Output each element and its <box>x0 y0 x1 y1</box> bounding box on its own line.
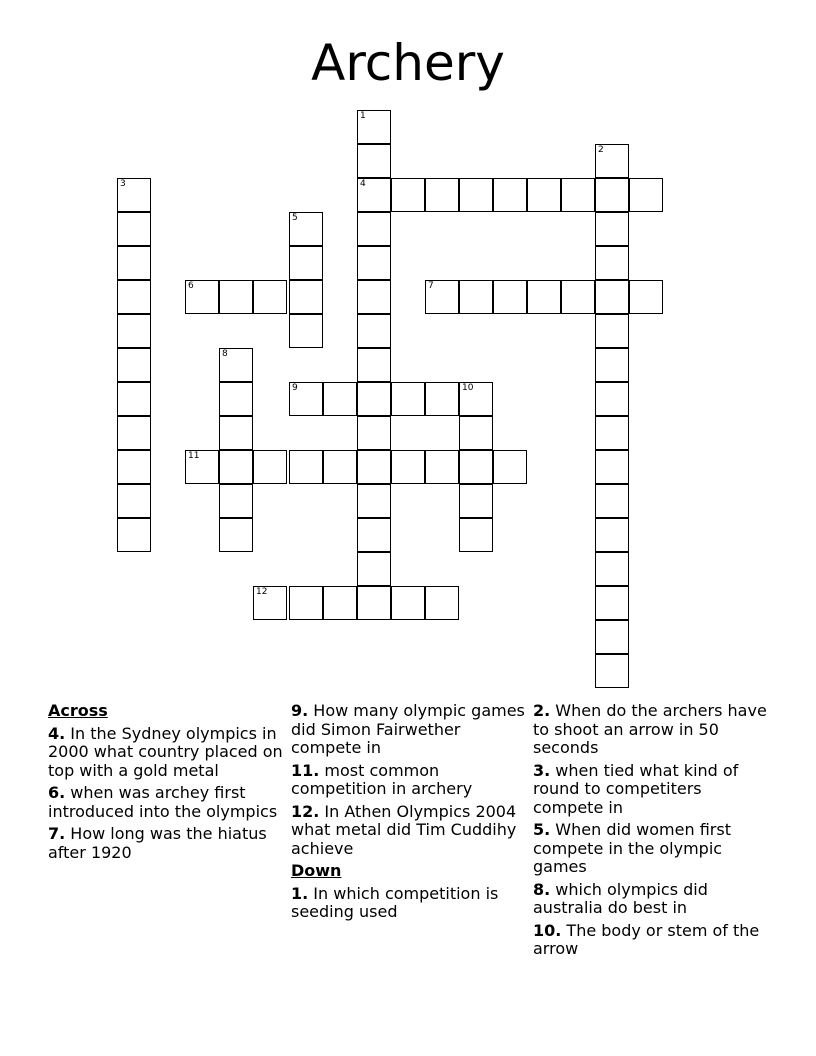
grid-cell[interactable] <box>595 144 629 178</box>
grid-cell[interactable] <box>595 586 629 620</box>
grid-cell[interactable] <box>527 178 561 212</box>
grid-cell[interactable] <box>117 212 151 246</box>
grid-cell[interactable] <box>459 518 493 552</box>
grid-cell[interactable] <box>391 178 425 212</box>
grid-cell[interactable] <box>117 178 151 212</box>
grid-cell[interactable] <box>289 586 323 620</box>
grid-cell[interactable] <box>425 450 459 484</box>
grid-cell[interactable] <box>289 314 323 348</box>
cell-number: 10 <box>462 383 474 393</box>
clue-number: 7. <box>48 824 66 843</box>
grid-cell[interactable] <box>561 178 595 212</box>
cell-number: 7 <box>428 281 434 291</box>
clue-text: In Athen Olympics 2004 what metal did Tim Cuddihy achieve <box>291 801 517 858</box>
clue-across-12 <box>291 803 527 859</box>
grid-cell[interactable] <box>357 212 391 246</box>
clue-across-6 <box>48 784 284 821</box>
across-heading: Across <box>48 701 108 720</box>
clue-down-2 <box>533 702 769 758</box>
clue-number: 8. <box>533 879 551 899</box>
grid-cell[interactable] <box>117 246 151 280</box>
grid-cell[interactable] <box>323 586 357 620</box>
grid-cell[interactable] <box>323 382 357 416</box>
grid-cell[interactable] <box>595 314 629 348</box>
grid-cell[interactable] <box>219 450 253 484</box>
clue-number: 6. <box>48 783 66 802</box>
grid-cell[interactable] <box>219 280 253 314</box>
grid-cell[interactable] <box>595 246 629 280</box>
clue-across-7 <box>48 825 284 862</box>
cell-number: 3 <box>120 179 126 189</box>
grid-cell[interactable] <box>357 552 391 586</box>
grid-cell[interactable] <box>253 280 287 314</box>
clue-number: 10. <box>533 920 562 940</box>
grid-cell[interactable] <box>357 484 391 518</box>
grid-cell[interactable] <box>117 484 151 518</box>
clue-number: 9. <box>291 701 309 720</box>
clue-down-1 <box>291 885 527 922</box>
grid-cell[interactable] <box>357 518 391 552</box>
grid-cell[interactable] <box>253 450 287 484</box>
clue-number: 11. <box>291 760 320 780</box>
clue-number: 5. <box>533 820 551 839</box>
grid-cell[interactable] <box>219 484 253 518</box>
grid-cell[interactable] <box>117 280 151 314</box>
grid-cell[interactable] <box>323 450 357 484</box>
grid-cell[interactable] <box>459 416 493 450</box>
grid-cell[interactable] <box>459 450 493 484</box>
grid-cell[interactable] <box>357 450 391 484</box>
clue-down-10 <box>533 922 769 959</box>
grid-cell[interactable] <box>459 484 493 518</box>
grid-cell[interactable] <box>357 280 391 314</box>
clue-number: 2. <box>533 701 551 720</box>
grid-cell[interactable] <box>425 280 459 314</box>
grid-cell[interactable] <box>289 280 323 314</box>
clue-text: How many olympic games did Simon Fairwether compete in <box>291 701 525 757</box>
grid-cell[interactable] <box>117 518 151 552</box>
clues-column-2 <box>291 702 527 926</box>
clue-down-8 <box>533 881 769 918</box>
clue-number: 1. <box>291 883 309 903</box>
cell-number: 1 <box>360 111 366 121</box>
page-title: Archery <box>311 34 505 92</box>
grid-cell[interactable] <box>595 416 629 450</box>
grid-cell[interactable] <box>219 518 253 552</box>
grid-cell[interactable] <box>459 178 493 212</box>
clue-number: 4. <box>48 723 66 743</box>
grid-cell[interactable] <box>391 586 425 620</box>
grid-cell[interactable] <box>289 212 323 246</box>
grid-cell[interactable] <box>595 348 629 382</box>
grid-cell[interactable] <box>493 450 527 484</box>
clue-text: In the Sydney olympics in 2000 what country placed on top with a gold metal <box>48 723 283 780</box>
clue-text: when was archey first introduced into the olympics <box>48 783 278 821</box>
grid-cell[interactable] <box>595 280 629 314</box>
grid-cell[interactable] <box>289 450 323 484</box>
clue-text: How long was the hiatus after 1920 <box>48 824 267 862</box>
clue-down-5 <box>533 821 769 877</box>
grid-cell[interactable] <box>117 450 151 484</box>
clue-text: In which competition is seeding used <box>291 883 499 921</box>
clue-text: most common competition in archery <box>291 760 473 798</box>
clue-number: 12. <box>291 801 320 821</box>
grid-cell[interactable] <box>595 450 629 484</box>
clue-down-3 <box>533 762 769 818</box>
grid-cell[interactable] <box>493 178 527 212</box>
cell-number: 11 <box>188 451 200 461</box>
grid-cell[interactable] <box>357 246 391 280</box>
grid-cell[interactable] <box>253 586 287 620</box>
cell-number: 12 <box>256 587 268 597</box>
cell-number: 9 <box>292 383 298 393</box>
clue-across-9 <box>291 702 527 758</box>
grid-cell[interactable] <box>459 382 493 416</box>
grid-cell[interactable] <box>595 518 629 552</box>
grid-cell[interactable] <box>357 348 391 382</box>
clue-across-4 <box>48 725 284 781</box>
grid-cell[interactable] <box>391 450 425 484</box>
grid-cell[interactable] <box>595 212 629 246</box>
grid-cell[interactable] <box>425 382 459 416</box>
grid-cell[interactable] <box>629 178 663 212</box>
clue-text: The body or stem of the arrow <box>533 920 760 958</box>
grid-cell[interactable] <box>289 382 323 416</box>
grid-cell[interactable] <box>527 280 561 314</box>
clues-column-3 <box>533 702 769 963</box>
grid-cell[interactable] <box>357 178 391 212</box>
grid-cell[interactable] <box>357 314 391 348</box>
clues-column-1 <box>48 702 284 866</box>
grid-cell[interactable] <box>459 280 493 314</box>
grid-cell[interactable] <box>357 144 391 178</box>
grid-cell[interactable] <box>561 280 595 314</box>
grid-cell[interactable] <box>595 382 629 416</box>
grid-cell[interactable] <box>595 620 629 654</box>
grid-cell[interactable] <box>595 484 629 518</box>
grid-cell[interactable] <box>357 110 391 144</box>
clue-text: When do the archers have to shoot an arrow in 50 seconds <box>533 701 767 757</box>
grid-cell[interactable] <box>289 246 323 280</box>
clue-text: When did women first compete in the olympic games <box>533 820 731 876</box>
cell-number: 2 <box>598 145 604 155</box>
grid-cell[interactable] <box>219 382 253 416</box>
grid-cell[interactable] <box>425 586 459 620</box>
cell-number: 4 <box>360 179 366 189</box>
grid-cell[interactable] <box>629 280 663 314</box>
cell-number: 5 <box>292 213 298 223</box>
grid-cell[interactable] <box>117 416 151 450</box>
grid-cell[interactable] <box>117 314 151 348</box>
clue-text: when tied what kind of round to competiters compete in <box>533 760 739 817</box>
grid-cell[interactable] <box>391 382 425 416</box>
clue-number: 3. <box>533 760 551 780</box>
grid-cell[interactable] <box>117 382 151 416</box>
grid-cell[interactable] <box>219 416 253 450</box>
cell-number: 6 <box>188 281 194 291</box>
grid-cell[interactable] <box>595 654 629 688</box>
grid-cell[interactable] <box>493 280 527 314</box>
grid-cell[interactable] <box>595 178 629 212</box>
grid-cell[interactable] <box>357 382 391 416</box>
grid-cell[interactable] <box>357 416 391 450</box>
grid-cell[interactable] <box>219 348 253 382</box>
down-heading: Down <box>291 861 342 880</box>
grid-cell[interactable] <box>185 280 219 314</box>
grid-cell[interactable] <box>595 552 629 586</box>
clue-across-11 <box>291 762 527 799</box>
grid-cell[interactable] <box>425 178 459 212</box>
clue-text: which olympics did australia do best in <box>533 879 708 917</box>
grid-cell[interactable] <box>357 586 391 620</box>
grid-cell[interactable] <box>117 348 151 382</box>
grid-cell[interactable] <box>185 450 219 484</box>
cell-number: 8 <box>222 349 228 359</box>
